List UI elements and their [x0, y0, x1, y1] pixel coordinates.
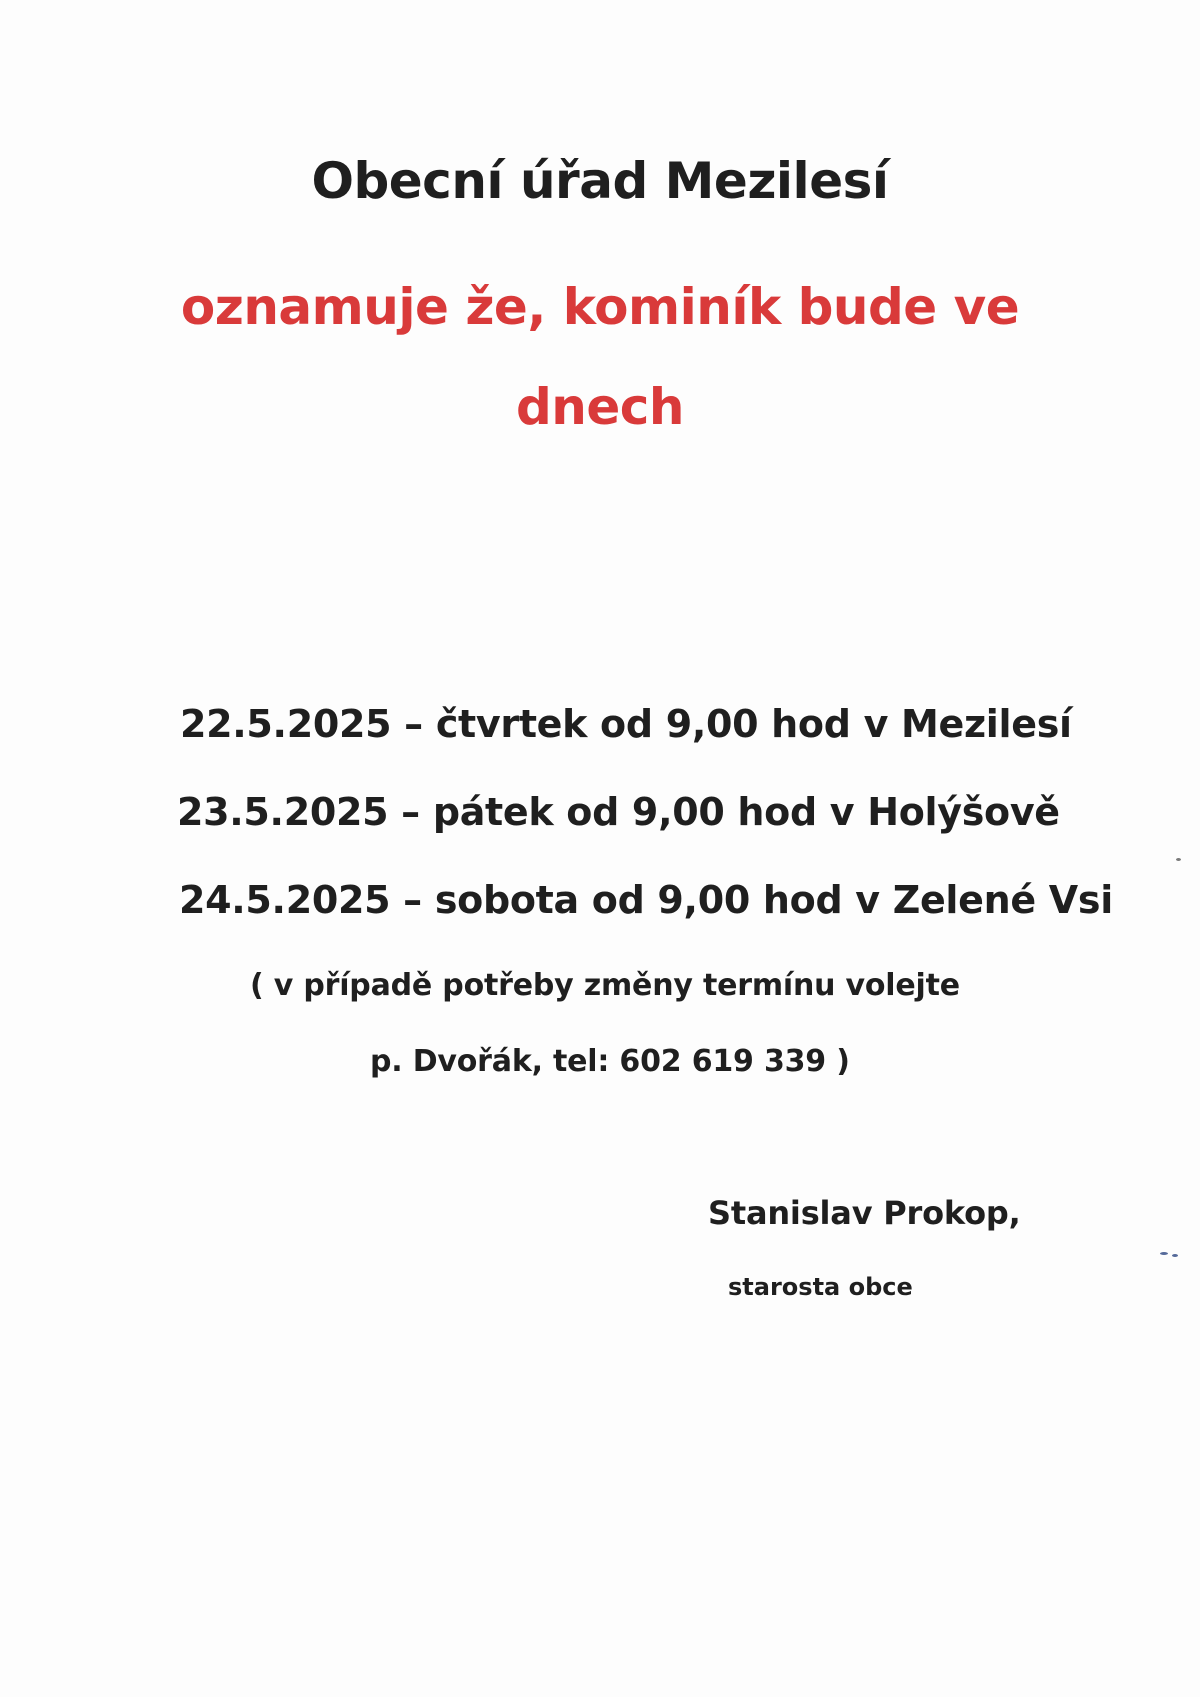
- scan-speck: [1172, 1254, 1178, 1257]
- schedule-item: 23.5.2025 – pátek od 9,00 hod v Holýšově: [177, 790, 1060, 834]
- signature-role: starosta obce: [728, 1273, 913, 1301]
- schedule-item: 22.5.2025 – čtvrtek od 9,00 hod v Mezilesí: [180, 702, 1072, 746]
- scan-speck: [1160, 1252, 1168, 1255]
- signature-name: Stanislav Prokop,: [708, 1194, 1021, 1232]
- page-title: Obecní úřad Mezilesí: [311, 152, 889, 210]
- contact-note-line-1: ( v případě potřeby změny termínu volejte: [250, 968, 960, 1003]
- contact-note-line-2: p. Dvořák, tel: 602 619 339 ): [370, 1044, 850, 1079]
- announcement-line-1: oznamuje že, kominík bude ve: [180, 278, 1020, 336]
- scan-speck: [1176, 858, 1181, 861]
- schedule-item: 24.5.2025 – sobota od 9,00 hod v Zelené Vsi: [179, 878, 1113, 922]
- announcement-line-2: dnech: [515, 378, 685, 436]
